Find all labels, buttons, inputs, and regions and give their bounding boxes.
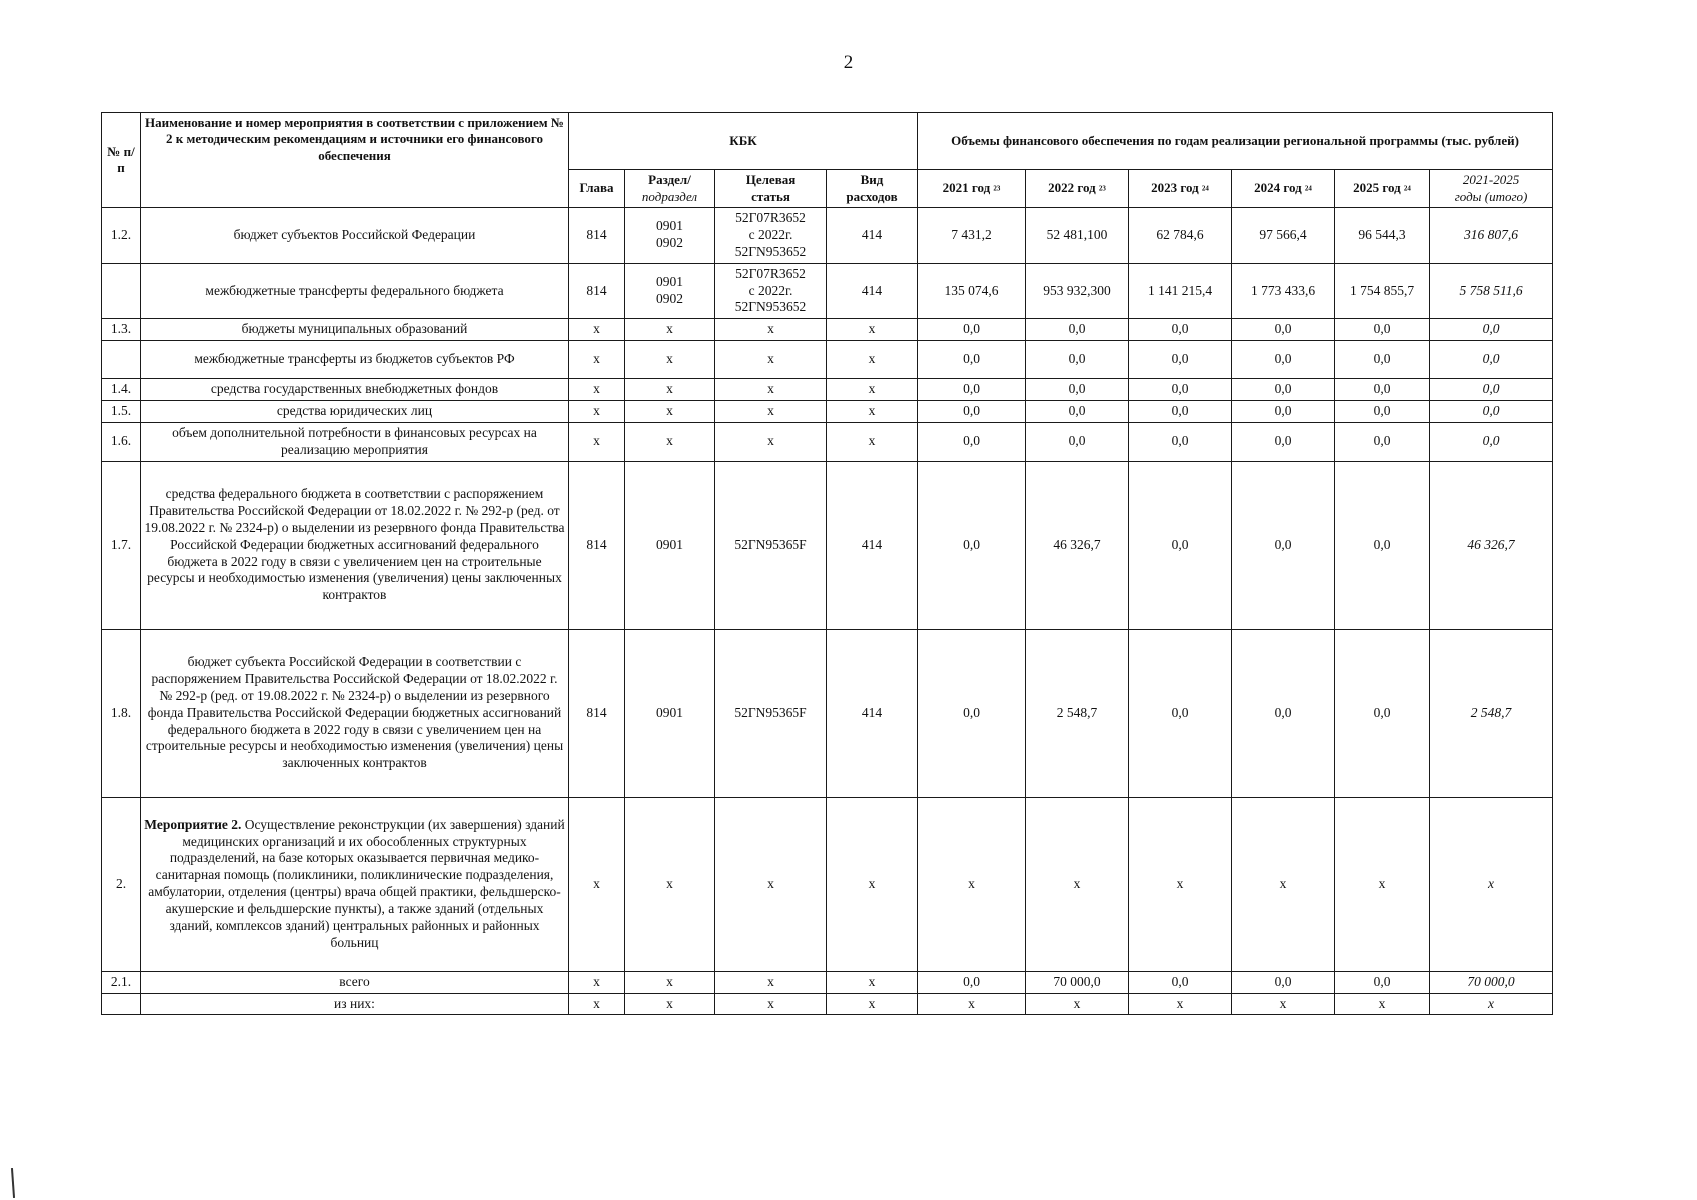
cell-y2025: 0,0	[1335, 379, 1430, 401]
row-name	[141, 208, 569, 264]
cell-celevaya: x	[715, 319, 827, 341]
cell-total: 0,0	[1430, 341, 1553, 379]
cell-y2024: 1 773 433,6	[1232, 263, 1335, 319]
cell-razdel: 0901	[625, 629, 715, 797]
row-name-text: всего	[339, 973, 370, 989]
header-celevaya: Целевая статья	[715, 170, 827, 208]
cell-y2024: 0,0	[1232, 629, 1335, 797]
cell-y2024: 97 566,4	[1232, 208, 1335, 264]
cell-razdel: x	[625, 422, 715, 461]
cell-vid: x	[827, 319, 918, 341]
table-row	[102, 422, 1553, 461]
row-number: 2.	[102, 797, 141, 971]
cell-total: 0,0	[1430, 319, 1553, 341]
cell-y2021: 0,0	[918, 971, 1026, 993]
row-name-text: межбюджетные трансферты федерального бюджета	[205, 282, 504, 298]
cell-glava: x	[569, 797, 625, 971]
cell-razdel: x	[625, 971, 715, 993]
table-row	[102, 319, 1553, 341]
table-row	[102, 993, 1553, 1015]
cell-razdel: x	[625, 379, 715, 401]
cell-razdel: x	[625, 401, 715, 423]
row-number	[102, 993, 141, 1015]
cell-y2021: 0,0	[918, 461, 1026, 629]
cell-total: 70 000,0	[1430, 971, 1553, 993]
cell-razdel: 0901 0902	[625, 263, 715, 319]
cell-y2022: 0,0	[1026, 319, 1129, 341]
header-glava: Глава	[569, 170, 625, 208]
row-name	[141, 379, 569, 401]
financing-table	[101, 112, 1553, 1015]
cell-celevaya: x	[715, 797, 827, 971]
cell-vid: x	[827, 341, 918, 379]
cell-glava: x	[569, 401, 625, 423]
cell-celevaya: x	[715, 401, 827, 423]
table-row	[102, 461, 1553, 629]
row-number: 1.8.	[102, 629, 141, 797]
cell-y2022: 46 326,7	[1026, 461, 1129, 629]
cell-celevaya: x	[715, 379, 827, 401]
cell-y2025: x	[1335, 797, 1430, 971]
cell-y2022: 0,0	[1026, 341, 1129, 379]
row-name	[141, 797, 569, 971]
cell-y2025: 0,0	[1335, 401, 1430, 423]
cell-glava: x	[569, 993, 625, 1015]
row-name-text: бюджеты муниципальных образований	[241, 321, 468, 337]
cell-y2024: 0,0	[1232, 422, 1335, 461]
table-row	[102, 379, 1553, 401]
row-name-text: бюджет субъектов Российской Федерации	[233, 226, 476, 242]
cell-y2025: 0,0	[1335, 422, 1430, 461]
cell-y2024: 0,0	[1232, 319, 1335, 341]
row-name-text: объем дополнительной потребности в финансовых ресурсах на реализацию мероприятия	[172, 424, 537, 457]
row-name-text: бюджет субъекта Российской Федерации в соответствии с распоряжением Правительства Российской Федерации от 18.02.2022 г. № 292-р (ред. от 19.08.2022 г. № 2324-р) о выделении из резервного фонда Правительства Российской Федерации бюджетных ассигнований федерального бюджета в 2022 году в связи с увеличением цен на строительные ресурсы и необходимостью изменения (увеличения) цены заключенных контрактов	[145, 654, 564, 771]
cell-y2025: 0,0	[1335, 629, 1430, 797]
cell-y2021: 0,0	[918, 319, 1026, 341]
cell-y2021: 0,0	[918, 401, 1026, 423]
cell-y2021: x	[918, 993, 1026, 1015]
cell-y2022: 0,0	[1026, 401, 1129, 423]
cell-glava: x	[569, 971, 625, 993]
cell-y2022: 0,0	[1026, 422, 1129, 461]
cell-y2021: 0,0	[918, 629, 1026, 797]
row-name	[141, 461, 569, 629]
cell-vid: x	[827, 422, 918, 461]
cell-celevaya: 52Г07R3652 с 2022г. 52ГN953652	[715, 263, 827, 319]
header-2025: 2025 год 24	[1335, 170, 1430, 208]
cell-y2023: 0,0	[1129, 401, 1232, 423]
cell-vid: x	[827, 379, 918, 401]
header-num: № п/п	[102, 113, 141, 208]
cell-vid: 414	[827, 263, 918, 319]
cell-glava: x	[569, 379, 625, 401]
cell-y2021: x	[918, 797, 1026, 971]
row-name-text: из них:	[334, 995, 375, 1011]
cell-y2023: 0,0	[1129, 341, 1232, 379]
cell-celevaya: 52Г07R3652 с 2022г. 52ГN953652	[715, 208, 827, 264]
cell-vid: x	[827, 401, 918, 423]
cell-y2022: 70 000,0	[1026, 971, 1129, 993]
table-row	[102, 208, 1553, 264]
header-2024: 2024 год 24	[1232, 170, 1335, 208]
row-name	[141, 319, 569, 341]
cell-glava: x	[569, 319, 625, 341]
cell-total: 0,0	[1430, 379, 1553, 401]
row-number: 2.1.	[102, 971, 141, 993]
row-name	[141, 993, 569, 1015]
cell-y2024: 0,0	[1232, 971, 1335, 993]
page-number: 2	[843, 52, 854, 73]
cell-y2023: 62 784,6	[1129, 208, 1232, 264]
header-volumes: Объемы финансового обеспечения по годам реализации региональной программы (тыс. рублей)	[918, 113, 1553, 170]
row-number: 1.3.	[102, 319, 141, 341]
header-vid: Вид расходов	[827, 170, 918, 208]
cell-total: 316 807,6	[1430, 208, 1553, 264]
cell-total: 0,0	[1430, 401, 1553, 423]
cell-y2021: 0,0	[918, 379, 1026, 401]
cell-glava: x	[569, 341, 625, 379]
cell-y2024: 0,0	[1232, 401, 1335, 423]
cell-y2023: 0,0	[1129, 971, 1232, 993]
cell-y2021: 0,0	[918, 341, 1026, 379]
cell-y2025: 96 544,3	[1335, 208, 1430, 264]
cell-y2021: 0,0	[918, 422, 1026, 461]
cell-glava: 814	[569, 629, 625, 797]
table-row	[102, 341, 1553, 379]
row-name-text: средства федерального бюджета в соответствии с распоряжением Правительства Российской Федерации от 18.02.2022 г. № 292-р (ред. от 19.08.2022 г. № 2324-р) о выделении из резервного фонда Правительства Российской Федерации бюджетных ассигнований федерального бюджета в 2022 году в связи с увеличением цен на строительные ресурсы и необходимостью изменения (увеличения) цены заключенных контрактов	[144, 486, 565, 603]
header-name: Наименование и номер мероприятия в соответствии с приложением № 2 к методическим рекомендациям и источники его финансового обеспечения	[141, 113, 569, 208]
row-name	[141, 341, 569, 379]
table-row	[102, 401, 1553, 423]
row-number: 1.4.	[102, 379, 141, 401]
row-number: 1.6.	[102, 422, 141, 461]
row-number: 1.5.	[102, 401, 141, 423]
cell-vid: 414	[827, 629, 918, 797]
cell-y2025: 0,0	[1335, 971, 1430, 993]
table-row	[102, 797, 1553, 971]
cell-razdel: 0901	[625, 461, 715, 629]
header-kbk: КБК	[569, 113, 918, 170]
cell-y2024: x	[1232, 993, 1335, 1015]
cell-y2025: 1 754 855,7	[1335, 263, 1430, 319]
cell-y2021: 7 431,2	[918, 208, 1026, 264]
row-name-text: средства государственных внебюджетных фондов	[210, 381, 499, 397]
cell-y2022: x	[1026, 993, 1129, 1015]
cell-y2024: x	[1232, 797, 1335, 971]
cell-y2023: x	[1129, 797, 1232, 971]
table-row	[102, 629, 1553, 797]
cell-y2024: 0,0	[1232, 341, 1335, 379]
cell-y2023: 0,0	[1129, 379, 1232, 401]
cell-celevaya: x	[715, 971, 827, 993]
cell-y2025: x	[1335, 993, 1430, 1015]
cell-total: 0,0	[1430, 422, 1553, 461]
margin-mark	[11, 1168, 15, 1198]
cell-razdel: x	[625, 341, 715, 379]
row-name-text: средства юридических лиц	[276, 403, 433, 418]
row-name-text: межбюджетные трансферты из бюджетов субъектов РФ	[194, 351, 515, 367]
cell-y2023: x	[1129, 993, 1232, 1015]
cell-y2025: 0,0	[1335, 341, 1430, 379]
row-name	[141, 629, 569, 797]
cell-y2022: 0,0	[1026, 379, 1129, 401]
cell-celevaya: 52ГN95365F	[715, 461, 827, 629]
cell-y2023: 0,0	[1129, 629, 1232, 797]
cell-y2022: 953 932,300	[1026, 263, 1129, 319]
cell-celevaya: x	[715, 341, 827, 379]
cell-y2023: 0,0	[1129, 422, 1232, 461]
cell-y2024: 0,0	[1232, 379, 1335, 401]
row-name	[141, 263, 569, 319]
cell-y2023: 1 141 215,4	[1129, 263, 1232, 319]
header-2022: 2022 год 23	[1026, 170, 1129, 208]
cell-glava: 814	[569, 461, 625, 629]
cell-glava: 814	[569, 208, 625, 264]
table-row	[102, 263, 1553, 319]
cell-vid: x	[827, 993, 918, 1015]
cell-razdel: x	[625, 993, 715, 1015]
row-name-text: Осуществление реконструкции (их завершения) зданий медицинских организаций и их обособленных структурных подразделений, на базе которых оказывается первичная медико-санитарная помощь (поликлиники, поликлинические подразделения, амбулатории, отделения (центры) врача общей практики, фельдшерско-акушерские и фельдшерские пункты), а также зданий (отдельных зданий, комплексов зданий) центральных районных и районных больниц	[148, 816, 565, 950]
cell-y2023: 0,0	[1129, 319, 1232, 341]
row-name	[141, 401, 569, 423]
cell-y2025: 0,0	[1335, 319, 1430, 341]
cell-total: x	[1430, 993, 1553, 1015]
header-total: 2021-2025 годы (итого)	[1430, 170, 1553, 208]
table-row	[102, 971, 1553, 993]
cell-vid: 414	[827, 208, 918, 264]
row-name-bold: Мероприятие 2.	[144, 816, 242, 832]
cell-glava: 814	[569, 263, 625, 319]
cell-glava: x	[569, 422, 625, 461]
header-2021: 2021 год 23	[918, 170, 1026, 208]
cell-y2025: 0,0	[1335, 461, 1430, 629]
cell-y2024: 0,0	[1232, 461, 1335, 629]
header-razdel: Раздел/ подраздел	[625, 170, 715, 208]
cell-y2022: 2 548,7	[1026, 629, 1129, 797]
header-2023: 2023 год 24	[1129, 170, 1232, 208]
cell-celevaya: 52ГN95365F	[715, 629, 827, 797]
row-number: 1.7.	[102, 461, 141, 629]
cell-celevaya: x	[715, 422, 827, 461]
cell-razdel: 0901 0902	[625, 208, 715, 264]
cell-vid: x	[827, 971, 918, 993]
row-number	[102, 341, 141, 379]
cell-celevaya: x	[715, 993, 827, 1015]
row-name	[141, 422, 569, 461]
cell-razdel: x	[625, 797, 715, 971]
row-number	[102, 263, 141, 319]
cell-total: 2 548,7	[1430, 629, 1553, 797]
cell-y2023: 0,0	[1129, 461, 1232, 629]
cell-razdel: x	[625, 319, 715, 341]
row-name	[141, 971, 569, 993]
row-number: 1.2.	[102, 208, 141, 264]
cell-total: 46 326,7	[1430, 461, 1553, 629]
cell-total: x	[1430, 797, 1553, 971]
cell-y2021: 135 074,6	[918, 263, 1026, 319]
cell-y2022: x	[1026, 797, 1129, 971]
cell-total: 5 758 511,6	[1430, 263, 1553, 319]
cell-vid: x	[827, 797, 918, 971]
cell-vid: 414	[827, 461, 918, 629]
cell-y2022: 52 481,100	[1026, 208, 1129, 264]
